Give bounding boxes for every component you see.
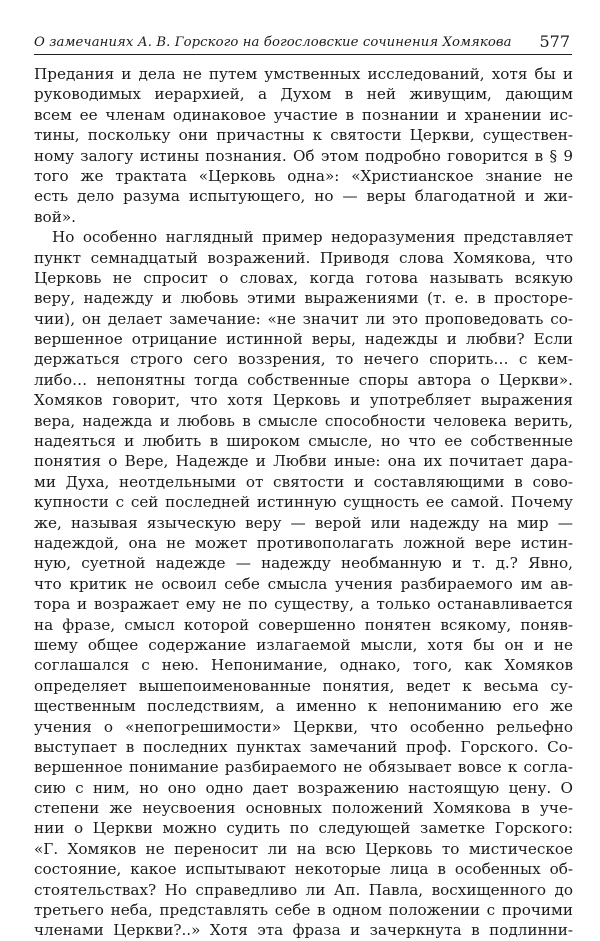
running-title: О замечаниях А. В. Горского на богословские сочинения Хомякова	[34, 35, 512, 50]
body-text	[34, 64, 573, 941]
text-line: степени же неусвоения основных положений Хомякова в уче-	[34, 799, 573, 818]
text-line: щественным последствиям, а именно к непониманию его же	[34, 697, 573, 716]
text-line: «Г. Хомяков не переносит ли на всю Церковь то мистическое	[34, 839, 573, 858]
text-line: выступает в последних пунктах замечаний проф. Горского. Со-	[34, 737, 573, 756]
text-line: вера, надежда и любовь в смысле способности человека верить,	[34, 411, 573, 430]
text-line: Предания и дела не путем умственных исследований, хотя бы и	[34, 65, 573, 83]
text-line: нии о Церкви можно судить по следующей заметке Горского:	[34, 819, 573, 838]
text-line: есть дело разума испытующего, но — веры благодатной и жи-	[34, 187, 573, 206]
text-line: купности с сей последней истинную сущность ее самой. Почему	[34, 493, 573, 512]
text-line: тора и возражает ему не по существу, а только останавливается	[34, 595, 573, 614]
text-line: вой».	[34, 207, 76, 226]
text-line: состояние, какое испытывают некоторые лица в особенных об-	[34, 860, 573, 879]
text-line: ную, суетной надежде — надежду необманную и т. д.? Явно,	[34, 554, 573, 573]
text-line: сию с ним, но оно одно дает возражению настоящую цену. О	[34, 778, 573, 797]
text-line: Но особенно наглядный пример недоразумения представляет	[52, 228, 573, 247]
text-line: веру, надежду и любовь этими выражениями (т. е. в просторе-	[34, 289, 573, 308]
text-line: вершенное понимание разбираемого не обязывает вовсе к согла-	[34, 758, 573, 777]
text-line: Церковь не спросит о словах, когда готова называть всякую	[34, 268, 573, 287]
text-line: вершенное отрицание истинной веры, надежды и любви? Если	[34, 330, 573, 349]
text-line: соглашался с нею. Непонимание, однако, того, как Хомяков	[34, 656, 573, 675]
text-line: надеждой, она не может противополагать ложной вере истин-	[34, 533, 573, 552]
text-line: надеяться и любить в широком смысле, но что ее собственные	[34, 432, 573, 451]
text-line: третьего неба, представлять себе в одном положении с прочими	[34, 901, 573, 920]
running-header	[34, 32, 572, 55]
text-line: тины, поскольку они причастны к святости Церкви, существен-	[34, 126, 573, 145]
text-line: держаться строго сего воззрения, то нечего спорить… с кем-	[34, 350, 573, 369]
text-line: на фразе, смысл которой совершенно понятен всякому, поняв-	[34, 615, 573, 634]
text-line: определяет вышепоименованные понятия, ведет к весьма су-	[34, 676, 573, 695]
text-line: же, называя языческую веру — верой или надежду на мир —	[34, 513, 573, 532]
text-line: стоятельствах? Но справедливо ли Ап. Павла, восхищенного до	[34, 880, 573, 899]
paragraph	[34, 64, 573, 227]
text-line: Хомяков говорит, что хотя Церковь и употребляет выражения	[34, 391, 573, 410]
text-line: руководимых иерархией, а Духом в ней живущим, дающим	[34, 85, 573, 104]
text-line: ному залогу истины познания. Об этом подробно говорится в § 9	[34, 146, 573, 165]
text-line: того же трактата «Церковь одна»: «Христианское знание не	[34, 166, 573, 185]
text-line: чии), он делает замечание: «не значит ли это проповедовать со-	[34, 309, 573, 328]
text-line: понятия о Вере, Надежде и Любви иные: она их почитает дара-	[34, 452, 573, 471]
text-line: членами Церкви?..» Хотя эта фраза и зачеркнута в подлинни-	[34, 921, 573, 940]
text-line: пункт семнадцатый возражений. Приводя слова Хомякова, что	[34, 248, 573, 267]
paragraph	[34, 227, 573, 941]
text-line: либо… непонятны тогда собственные споры автора о Церкви».	[34, 370, 573, 389]
text-line: учения о «непогрешимости» Церкви, что особенно рельефно	[34, 717, 573, 736]
text-line: что критик не освоил себе смысла учения разбираемого им ав-	[34, 574, 573, 593]
page-number: 577	[539, 32, 570, 51]
text-line: шему общее содержание излагаемой мысли, хотя бы он и не	[34, 635, 573, 654]
text-line: ми Духа, неотдельными от святости и составляющими в сово-	[34, 472, 573, 491]
text-line: всем ее членам одинаковое участие в познании и хранении ис-	[34, 105, 573, 124]
